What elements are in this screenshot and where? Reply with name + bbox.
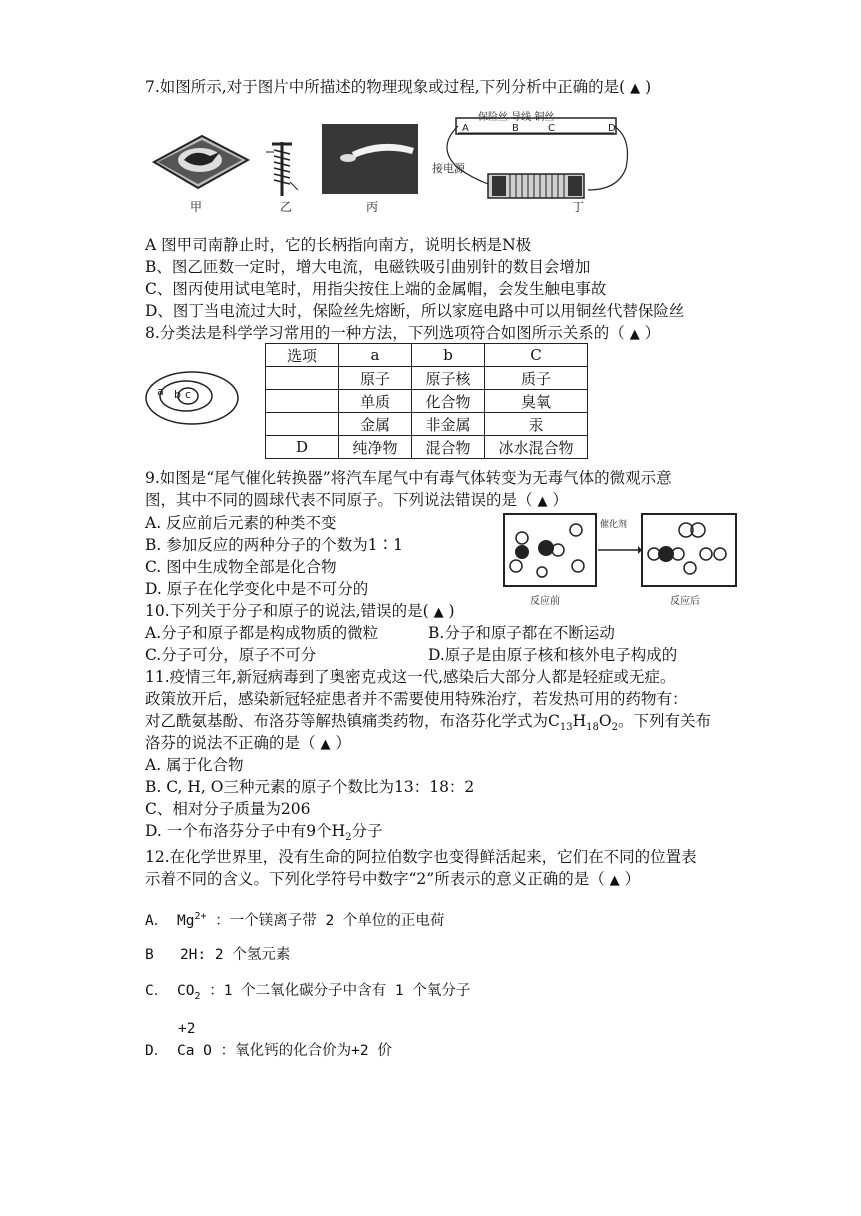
figure-test-pen bbox=[322, 124, 418, 194]
q12-option-d: D． Ca O ：氧化钙的化合价为+2 价 bbox=[145, 1043, 392, 1059]
answer-mark: ▲ bbox=[629, 327, 640, 342]
after-label: 反应后 bbox=[670, 596, 700, 607]
answer-mark: ▲ bbox=[609, 873, 620, 888]
q9-stem-line2: 图，其中不同的圆球代表不同原子。下列说法错误的是（ ▲ ） bbox=[145, 491, 568, 509]
q7-option-c: C、图丙使用试电笔时，用指尖按住上端的金属帽，会发生触电事故 bbox=[145, 280, 607, 298]
table-cell: 原子 bbox=[339, 367, 412, 390]
table-cell: 纯净物 bbox=[339, 436, 412, 459]
table-header-row bbox=[266, 344, 588, 367]
q7-option-b: B、图乙匝数一定时，增大电流，电磁铁吸引曲别针的数目会增加 bbox=[145, 258, 591, 276]
table-cell bbox=[266, 367, 339, 390]
q7-stem: 7.如图所示,对于图片中所描述的物理现象或过程,下列分析中正确的是( ▲ ) bbox=[145, 78, 652, 96]
q12-option-d-valence: +2 bbox=[178, 1021, 196, 1037]
q9-option-c: C. 图中生成物全部是化合物 bbox=[145, 558, 337, 576]
table-cell: 混合物 bbox=[412, 436, 485, 459]
fig-label-jia: 甲 bbox=[190, 200, 203, 214]
venn-c: c bbox=[185, 388, 192, 401]
table-cell: C bbox=[485, 344, 588, 367]
table-cell: a bbox=[339, 344, 412, 367]
q11-option-d: D. 一个布洛芬分子中有9个$H_2$分子 bbox=[145, 822, 383, 844]
q10-option-b: B.分子和原子都在不断运动 bbox=[428, 624, 615, 642]
table-cell: 汞 bbox=[485, 413, 588, 436]
table-cell: 化合物 bbox=[412, 390, 485, 413]
point-B: B bbox=[512, 123, 519, 134]
table-row bbox=[266, 413, 588, 436]
fig-label-ding: 丁 bbox=[572, 200, 585, 214]
table-row bbox=[266, 436, 588, 459]
q12-option-c: C． $CO_2$ ：1 个二氧化碳分子中含有 1 个氧分子 bbox=[145, 983, 471, 1002]
q9-option-b: B. 参加反应的两种分子的个数为1∶1 bbox=[145, 536, 403, 554]
figure-electromagnet bbox=[262, 140, 302, 200]
venn-diagram bbox=[144, 370, 240, 426]
table-cell bbox=[266, 390, 339, 413]
q11-option-a: A. 属于化合物 bbox=[145, 756, 244, 774]
table-cell: 冰水混合物 bbox=[485, 436, 588, 459]
q7-option-a: A 图甲司南静止时，它的长柄指向南方，说明长柄是N极 bbox=[145, 236, 532, 254]
q10-option-c: C.分子可分，原子不可分 bbox=[145, 646, 317, 664]
figure-compass bbox=[150, 122, 250, 194]
q11-line4: 洛芬的说法不正确的是（ ▲ ） bbox=[145, 734, 351, 752]
catalyst-label: 催化剂 bbox=[600, 520, 628, 530]
table-cell: 臭氧 bbox=[485, 390, 588, 413]
q11-line2: 政策放开后，感染新冠轻症患者并不需要使用特殊治疗，若发热可用的药物有： bbox=[145, 690, 688, 708]
q11-option-b: B. C, H, O三种元素的原子个数比为13：18：2 bbox=[145, 778, 475, 796]
before-label: 反应前 bbox=[530, 596, 560, 607]
answer-mark: ▲ bbox=[630, 81, 641, 96]
table-cell: D bbox=[266, 436, 339, 459]
q9-stem-line1: 9.如图是“尾气催化转换器”将汽车尾气中有毒气体转变为无毒气体的微观示意 bbox=[145, 469, 672, 487]
q8-stem: 8.分类法是科学学习常用的一种方法，下列选项符合如图所示关系的（ ▲ ） bbox=[145, 324, 661, 342]
table-cell bbox=[266, 413, 339, 436]
table-cell: 金属 bbox=[339, 413, 412, 436]
answer-mark: ▲ bbox=[433, 605, 444, 620]
q7-option-d: D、图丁当电流过大时，保险丝先熔断，所以家庭电路中可以用铜丝代替保险丝 bbox=[145, 302, 685, 320]
point-C: C bbox=[548, 123, 555, 134]
q10-stem: 10.下列关于分子和原子的说法,错误的是( ▲ ) bbox=[145, 602, 455, 620]
q10-option-d: D.原子是由原子核和核外电子构成的 bbox=[428, 646, 678, 664]
q10-option-a: A.分子和原子都是构成物质的微粒 bbox=[145, 624, 379, 642]
q9-option-a: A. 反应前后元素的种类不变 bbox=[145, 514, 337, 532]
fig-label-bing: 丙 bbox=[366, 200, 379, 214]
point-D: D bbox=[608, 123, 616, 134]
q9-option-d: D. 原子在化学变化中是不可分的 bbox=[145, 580, 369, 598]
answer-mark: ▲ bbox=[537, 494, 548, 509]
q12-line2: 示着不同的含义。下列化学符号中数字“2”所表示的意义正确的是（ ▲ ） bbox=[145, 870, 641, 888]
venn-b: b bbox=[174, 388, 181, 401]
power-label: 接电源 bbox=[432, 162, 465, 175]
table-cell: 原子核 bbox=[412, 367, 485, 390]
q12-option-a: A． $Mg^{2+}$ ：一个镁离子带 2 个单位的正电荷 bbox=[145, 911, 445, 929]
q11-line3: 对乙酰氨基酚、布洛芬等解热镇痛类药物，布洛芬化学式为$C_{13}H_{18}O_2$。下列有关布 bbox=[145, 712, 711, 734]
table-cell: b bbox=[412, 344, 485, 367]
q12-option-b: B 2H: 2 个氢元素 bbox=[145, 947, 291, 963]
q11-option-c: C、相对分子质量为206 bbox=[145, 800, 311, 818]
q12-line1: 12.在化学世界里，没有生命的阿拉伯数字也变得鲜活起来，它们在不同的位置表 bbox=[145, 848, 697, 866]
table-cell: 选项 bbox=[266, 344, 339, 367]
table-cell: 质子 bbox=[485, 367, 588, 390]
ibuprofen-formula: $C_{13}H_{18}O_2$ bbox=[548, 712, 618, 734]
answer-mark: ▲ bbox=[320, 737, 331, 752]
venn-a: a bbox=[157, 385, 164, 398]
q11-line1: 11.疫情三年,新冠病毒到了奥密克戎这一代,感染后大部分人都是轻症或无症。 bbox=[145, 668, 676, 686]
table-cell: 单质 bbox=[339, 390, 412, 413]
table-row bbox=[266, 390, 588, 413]
figure-fuse-circuit bbox=[428, 108, 633, 208]
fuse-top-labels: 保险丝 导线 铜丝 bbox=[478, 112, 555, 123]
fig-label-yi: 乙 bbox=[280, 200, 293, 214]
point-A: A bbox=[462, 123, 469, 134]
table-row bbox=[266, 367, 588, 390]
table-cell: 非金属 bbox=[412, 413, 485, 436]
q8-table bbox=[265, 343, 588, 459]
